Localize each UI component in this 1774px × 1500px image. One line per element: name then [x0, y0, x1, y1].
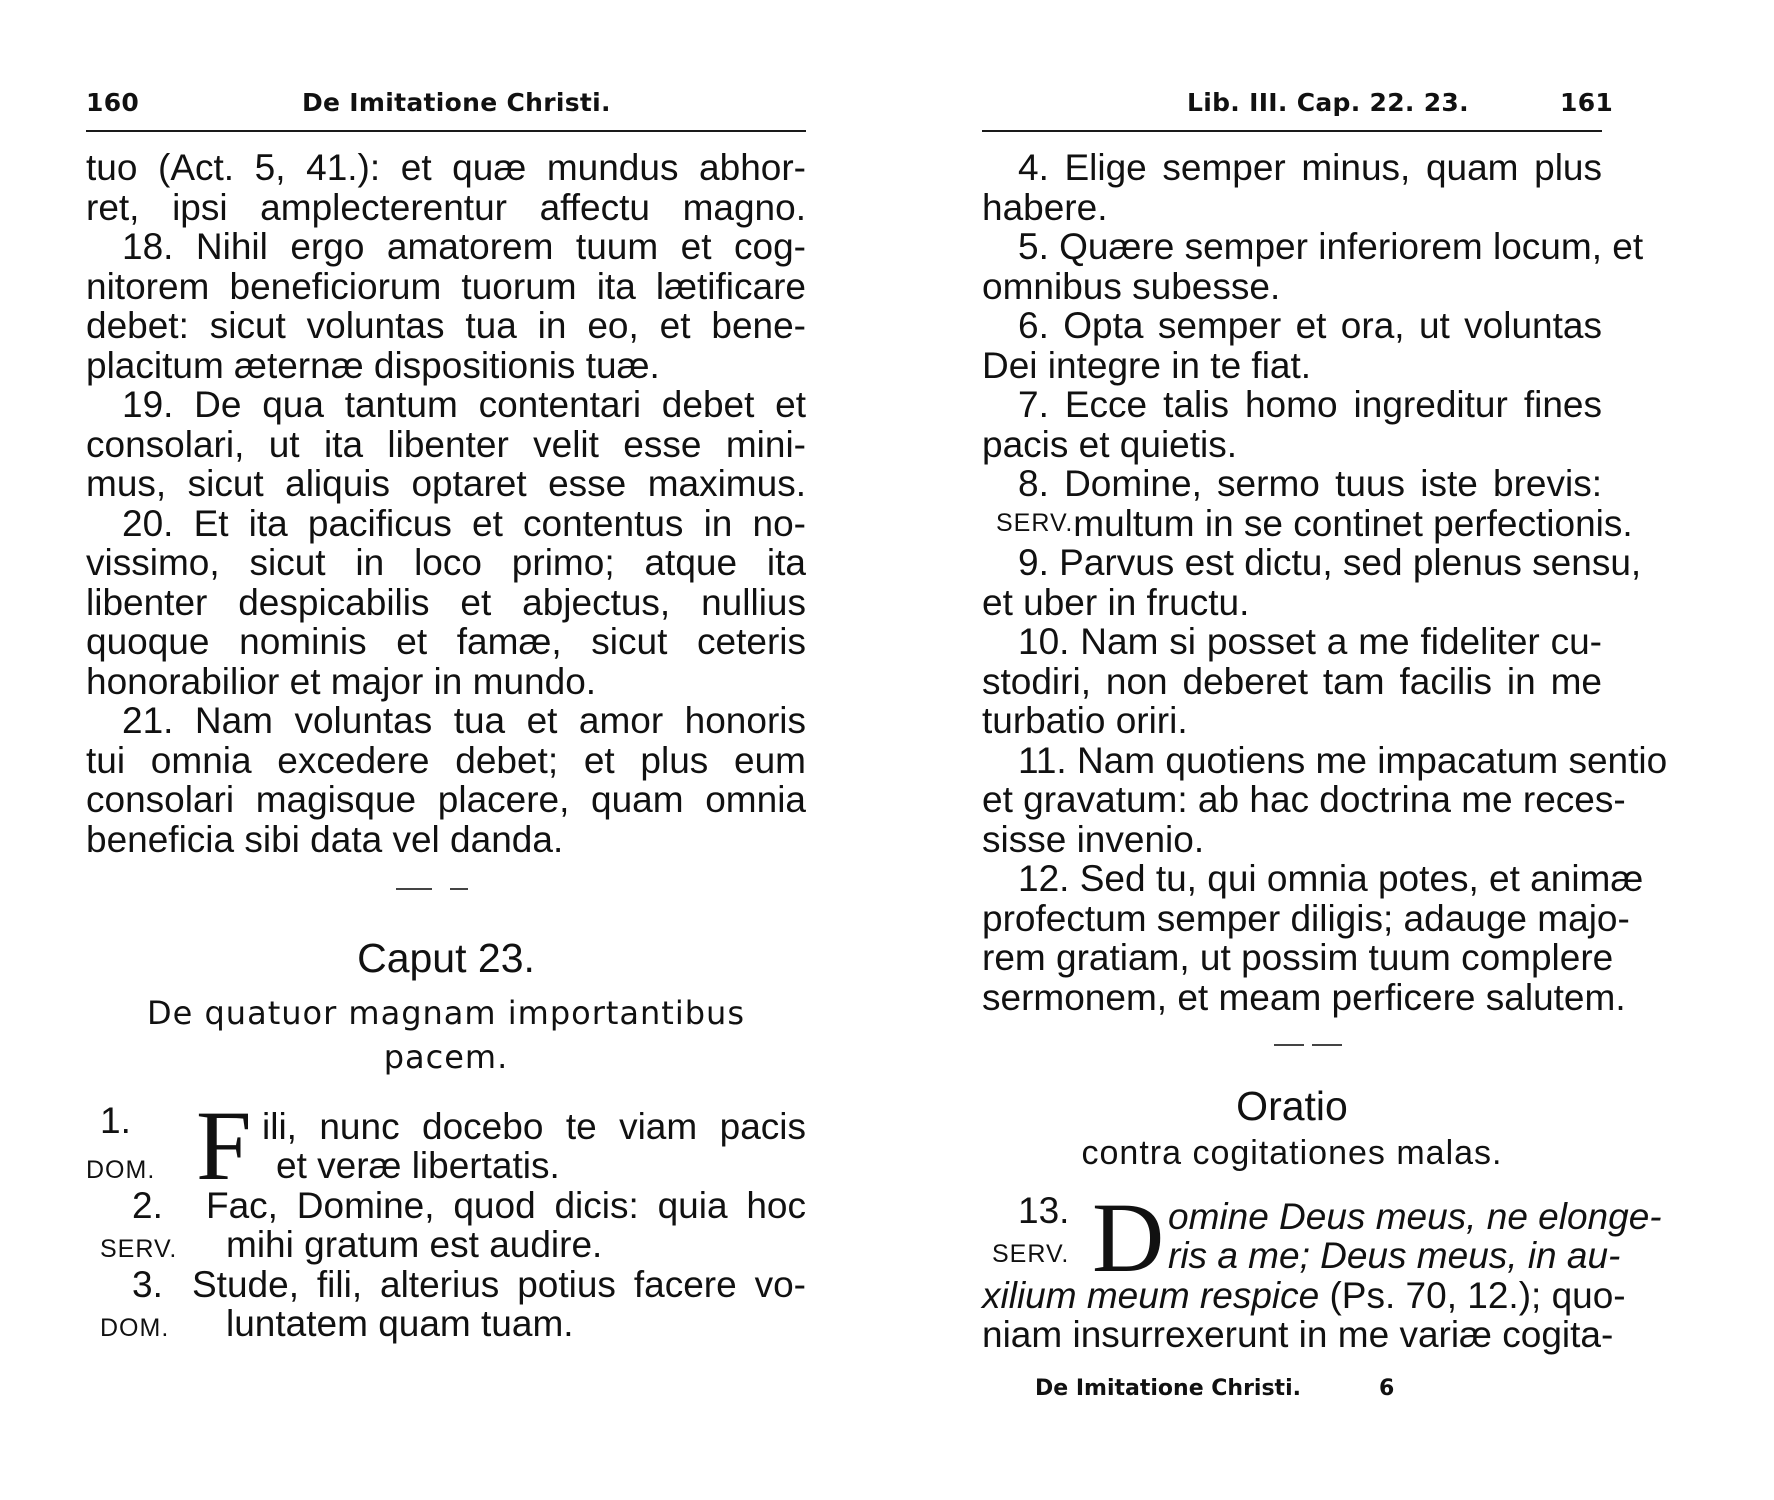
sheet-number: 6 — [1379, 1376, 1395, 1401]
page-number-left: 160 — [86, 88, 140, 117]
oratio-title: Oratio — [1236, 1083, 1348, 1129]
text-line: pacis et quietis. — [982, 423, 1238, 465]
running-title-right: Lib. III. Cap. 22. 23. — [1187, 88, 1469, 117]
verse-1 — [86, 1090, 806, 1201]
speaker-label: DOM. — [100, 1314, 170, 1342]
text-line: 4. Elige semper minus, quam plus — [1018, 147, 1602, 188]
chapter-title: Caput 23. — [357, 935, 535, 981]
verse-3 — [86, 1265, 806, 1344]
running-title-left: De Imitatione Christi. — [302, 88, 611, 117]
text-line: sermonem, et meam perficere salutem. — [982, 976, 1626, 1018]
text-line: consolari magisque placere, quam omnia — [86, 779, 806, 820]
text-line: 7. Ecce talis homo ingreditur fines — [1018, 384, 1602, 425]
text-line: quoque nominis et famæ, sicut ceteris — [86, 621, 806, 662]
text-line: 11. Nam quotiens me impacatum sentio — [1018, 739, 1668, 781]
right-page — [887, 0, 1774, 1500]
text-line: Stude, fili, alterius potius facere vo- — [192, 1264, 806, 1305]
right-body — [982, 147, 1668, 1355]
text-line: 9. Parvus est dictu, sed plenus sensu, — [1018, 542, 1642, 583]
serv-line — [982, 502, 1633, 544]
verse-number: 13. — [1018, 1190, 1070, 1231]
text-line: beneficia sibi data vel danda. — [86, 818, 564, 860]
speaker-label: SERV. — [100, 1235, 178, 1263]
text-line: Dei integre in te fiat. — [982, 344, 1312, 386]
left-body — [86, 148, 806, 1344]
text-line: libenter despicabilis et abjectus, nullius — [86, 581, 806, 623]
text-line: 19. De qua tantum contentari debet et — [122, 384, 806, 425]
chapter-subtitle: De quatuor magnam importantibus — [146, 994, 745, 1032]
chapter-subtitle-cont: pacem. — [383, 1038, 509, 1076]
text-line: niam insurrexerunt in me variæ cogita- — [982, 1314, 1614, 1355]
header-rule-left — [86, 130, 806, 132]
verse-number: 3. — [132, 1264, 163, 1305]
text-line: sisse invenio. — [982, 818, 1205, 860]
verse-2 — [86, 1186, 806, 1265]
text-line: omnibus subesse. — [982, 265, 1281, 307]
section-separator — [982, 1039, 1602, 1053]
text-line: stodiri, non deberet tam facilis in me — [982, 660, 1602, 702]
text-line: 20. Et ita pacificus et contentus in no- — [122, 502, 806, 544]
verse-number: 1. — [100, 1100, 131, 1141]
text-line — [982, 1275, 1626, 1316]
oratio-subtitle: contra cogitationes malas. — [1081, 1134, 1503, 1172]
header-rule-right — [982, 130, 1602, 132]
text-line: debet: sicut voluntas tua in eo, et bene- — [86, 305, 806, 346]
signature-mark: De Imitatione Christi. — [1035, 1376, 1301, 1401]
text-line: 10. Nam si posset a me fideliter cu- — [1018, 621, 1602, 662]
text-line: 21. Nam voluntas tua et amor honoris — [122, 700, 806, 741]
verse-number: 2. — [132, 1185, 163, 1226]
drop-cap: F — [196, 1090, 252, 1201]
text-line: vissimo, sicut in loco primo; atque ita — [86, 542, 806, 583]
drop-cap: D — [1092, 1182, 1165, 1293]
text-line: placitum æternæ dispositionis tuæ. — [86, 344, 660, 386]
text-line: luntatem quam tuam. — [226, 1303, 574, 1344]
text-line: rem gratiam, ut possim tuum complere — [982, 937, 1614, 978]
text-line: 8. Domine, sermo tuus iste brevis: — [1018, 463, 1602, 504]
text-line: tuo (Act. 5, 41.): et quæ mundus abhor- — [86, 147, 806, 188]
text-line: omine Deus meus, ne elonge- — [1168, 1196, 1662, 1237]
text-line: 18. Nihil ergo amatorem tuum et cog- — [122, 226, 806, 267]
text-italic: xilium meum respice — [982, 1275, 1320, 1316]
text-line: et uber in fructu. — [982, 581, 1250, 623]
text-line: honorabilior et major in mundo. — [86, 660, 597, 702]
text-line: ris a me; Deus meus, in au- — [1168, 1235, 1621, 1276]
text-line: habere. — [982, 186, 1108, 228]
text-line: ili, nunc docebo te viam pacis — [262, 1106, 806, 1147]
text-line: nitorem beneficiorum tuorum ita lætificare — [86, 265, 806, 307]
text-line: 12. Sed tu, qui omnia potes, et animæ — [1018, 858, 1644, 899]
text-line: et gravatum: ab hac doctrina me reces- — [982, 779, 1626, 820]
page-number-right: 161 — [1560, 88, 1614, 117]
section-separator — [86, 883, 806, 897]
text-line: turbatio oriri. — [982, 700, 1188, 741]
text-line: multum in se continet perfectionis. — [1073, 502, 1633, 544]
text-line: Fac, Domine, quod dicis: quia hoc — [206, 1185, 806, 1226]
text-line: consolari, ut ita libenter velit esse mini- — [86, 423, 806, 465]
text-roman: (Ps. 70, 12.); quo- — [1319, 1275, 1626, 1316]
text-line: 6. Opta semper et ora, ut voluntas — [1018, 305, 1602, 346]
text-line: 5. Quære semper inferiorem locum, et — [1018, 226, 1644, 267]
verse-13 — [982, 1182, 1662, 1355]
text-line: tui omnia excedere debet; et plus eum — [86, 739, 806, 781]
text-line: ret, ipsi amplecterentur affectu magno. — [86, 186, 806, 228]
text-line: mihi gratum est audire. — [226, 1224, 603, 1265]
speaker-label: DOM. — [86, 1156, 156, 1184]
text-line: et veræ libertatis. — [276, 1145, 560, 1186]
speaker-label: SERV. — [996, 508, 1074, 537]
speaker-label: SERV. — [992, 1240, 1070, 1268]
text-line: mus, sicut aliquis optaret esse maximus. — [86, 463, 806, 504]
text-line: profectum semper diligis; adauge majo- — [982, 897, 1630, 939]
